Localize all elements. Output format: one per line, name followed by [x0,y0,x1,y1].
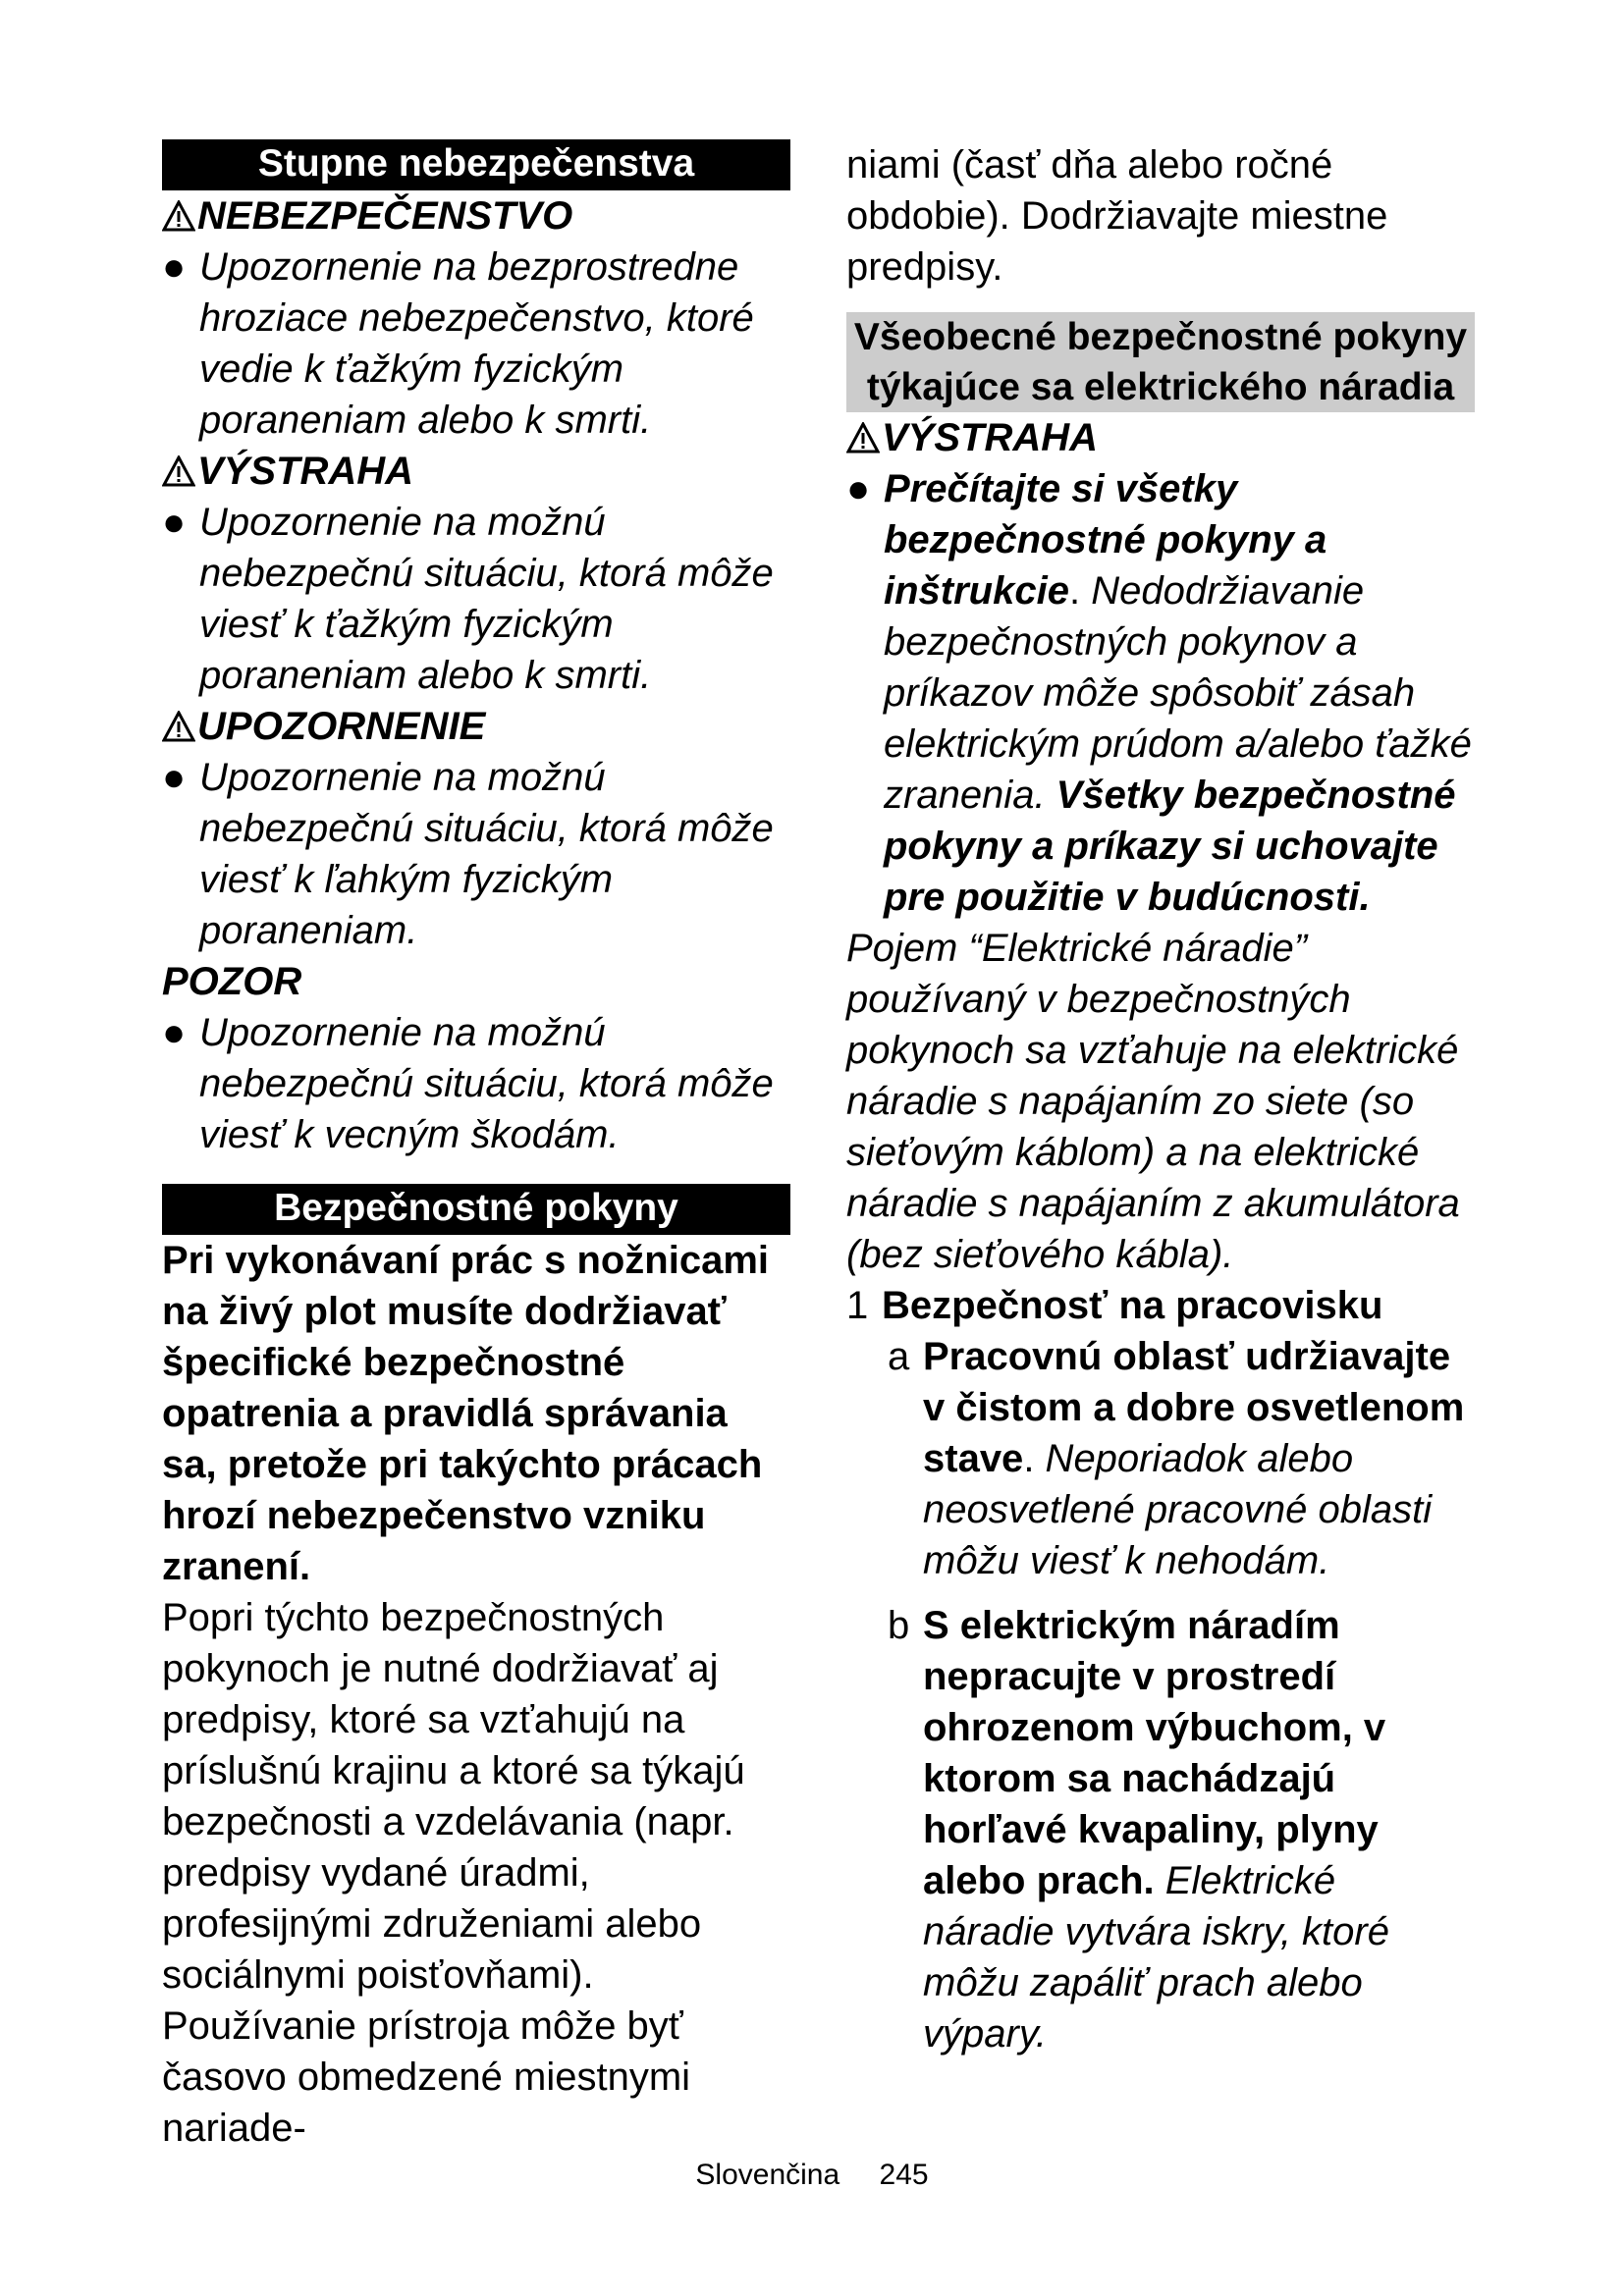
warning-bullet [162,497,790,701]
read-instructions-bold2: Všetky bezpečnostné pokyny a príkazy si uchovajte pre použitie v budúcnosti. [884,774,1456,919]
danger-heading [162,190,790,241]
bullet-dot-icon: ● [162,1011,187,1054]
item-a-letter: a [888,1335,910,1378]
bullet-dot-icon: ● [162,501,187,544]
section-1-number: 1 [846,1284,869,1327]
item-b-text [923,1600,1475,2059]
page-footer [0,2156,1624,2195]
read-instructions-period: . [1068,569,1081,613]
section-header-hazard-levels: Stupne nebezpečenstva [162,139,790,190]
power-tool-term-paragraph: Pojem “Elektrické náradie” používaný v bezpečnostných pokynoch sa vzťahuje na elektrické náradie s napájaním zo siete (so sieťovým káblom) a na elektrické náradie s napájaním z akumulátora (bez sieťového kábla). [846,927,1460,1276]
bullet-dot-icon: ● [162,756,187,799]
intro-bold-paragraph: Pri vykonávaní prác s nožnicami na živý plot musíte dodržiavať špecifické bezpečnostné opatrenia a pravidlá správania sa, pretože pri takýchto prácach hrozí nebezpečenstvo vzniku zranení. [162,1239,770,1588]
footer-language: Slovenčina [695,2159,840,2191]
notice-label: POZOR [162,960,302,1003]
caution-label: UPOZORNENIE [197,705,486,748]
spacer [162,1160,790,1184]
read-instructions-text [884,463,1475,923]
read-instructions-bold: Prečítajte si všetky bezpečnostné pokyny a inštrukcie [884,467,1327,613]
item-a-text [923,1331,1475,1586]
warning-heading [162,446,790,497]
item-a-bold: Pracovnú oblasť udržiavajte v čistom a dobre osvetlenom stave [923,1335,1465,1480]
warning-label: VÝSTRAHA [197,450,414,493]
warning-triangle-icon [162,200,195,232]
warning-text: Upozornenie na možnú nebezpečnú situáciu, ktorá môže viesť k ťažkým fyzickým poraneniam alebo k smrti. [199,501,774,697]
item-a [888,1331,1475,1586]
warning-triangle-icon [162,711,195,742]
intro-paragraph: Popri týchto bezpečnostných pokynoch je nutné dodržiavať aj predpisy, ktoré sa vzťahujú na príslušnú krajinu a ktoré sa týkajú bezpečnosti a vzdelávania (napr. predpisy vydané úradmi, profesijnými združeniami alebo sociálnymi poisťovňami). Používanie prístroja môže byť časovo obmedzené miestnymi nariade- [162,1596,745,2150]
caution-bullet [162,752,790,956]
read-instructions-italic: Nedodržiavanie bezpečnostných pokynov a príkazov môže spôsobiť zásah elektrickým prúdom a/alebo ťažké zranenia. [884,569,1472,817]
notice-text: Upozornenie na možnú nebezpečnú situáciu, ktorá môže viesť k vecným škodám. [199,1011,774,1156]
section-header-general-safety: Všeobecné bezpečnostné pokyny týkajúce sa elektrického náradia [846,312,1475,412]
item-b-letter: b [888,1604,910,1647]
continuation-paragraph: niami (časť dňa alebo ročné obdobie). Dodržiavajte miestne predpisy. [846,143,1388,289]
item-b [888,1600,1475,2059]
item-a-italic: Neporiadok alebo neosvetlené pracovné oblasti môžu viesť k nehodám. [923,1437,1433,1582]
danger-bullet [162,241,790,446]
caution-text: Upozornenie na možnú nebezpečnú situáciu, ktorá môže viesť k ľahkým fyzickým poraneniam. [199,756,774,952]
danger-text: Upozornenie na bezprostredne hroziace nebezpečenstvo, ktoré vedie k ťažkým fyzickým poraneniam alebo k smrti. [199,245,754,442]
footer-page-number: 245 [879,2159,929,2191]
section-1-heading [846,1280,1475,1331]
right-warning-label: VÝSTRAHA [882,416,1099,459]
spacer [846,293,1475,312]
danger-label: NEBEZPEČENSTVO [197,194,573,238]
item-a-period: . [1023,1437,1035,1480]
warning-triangle-icon [846,422,880,454]
section-1-title: Bezpečnosť na pracovisku [882,1284,1383,1327]
notice-heading [162,956,790,1007]
bullet-dot-icon: ● [846,467,871,510]
notice-bullet [162,1007,790,1160]
caution-heading [162,701,790,752]
item-b-italic: Elektrické náradie vytvára iskry, ktoré môžu zapáliť prach alebo výpary. [923,1859,1389,2056]
right-warning-heading [846,412,1475,463]
warning-triangle-icon [162,455,195,487]
right-column [846,139,1475,2059]
section-header-safety-instructions: Bezpečnostné pokyny [162,1184,790,1235]
left-column [162,139,790,2154]
bullet-dot-icon: ● [162,245,187,289]
read-instructions-bullet [846,463,1475,923]
item-b-bold: S elektrickým náradím nepracujte v prostredí ohrozenom výbuchom, v ktorom sa nachádzajú horľavé kvapaliny, plyny alebo prach. [923,1604,1386,1902]
